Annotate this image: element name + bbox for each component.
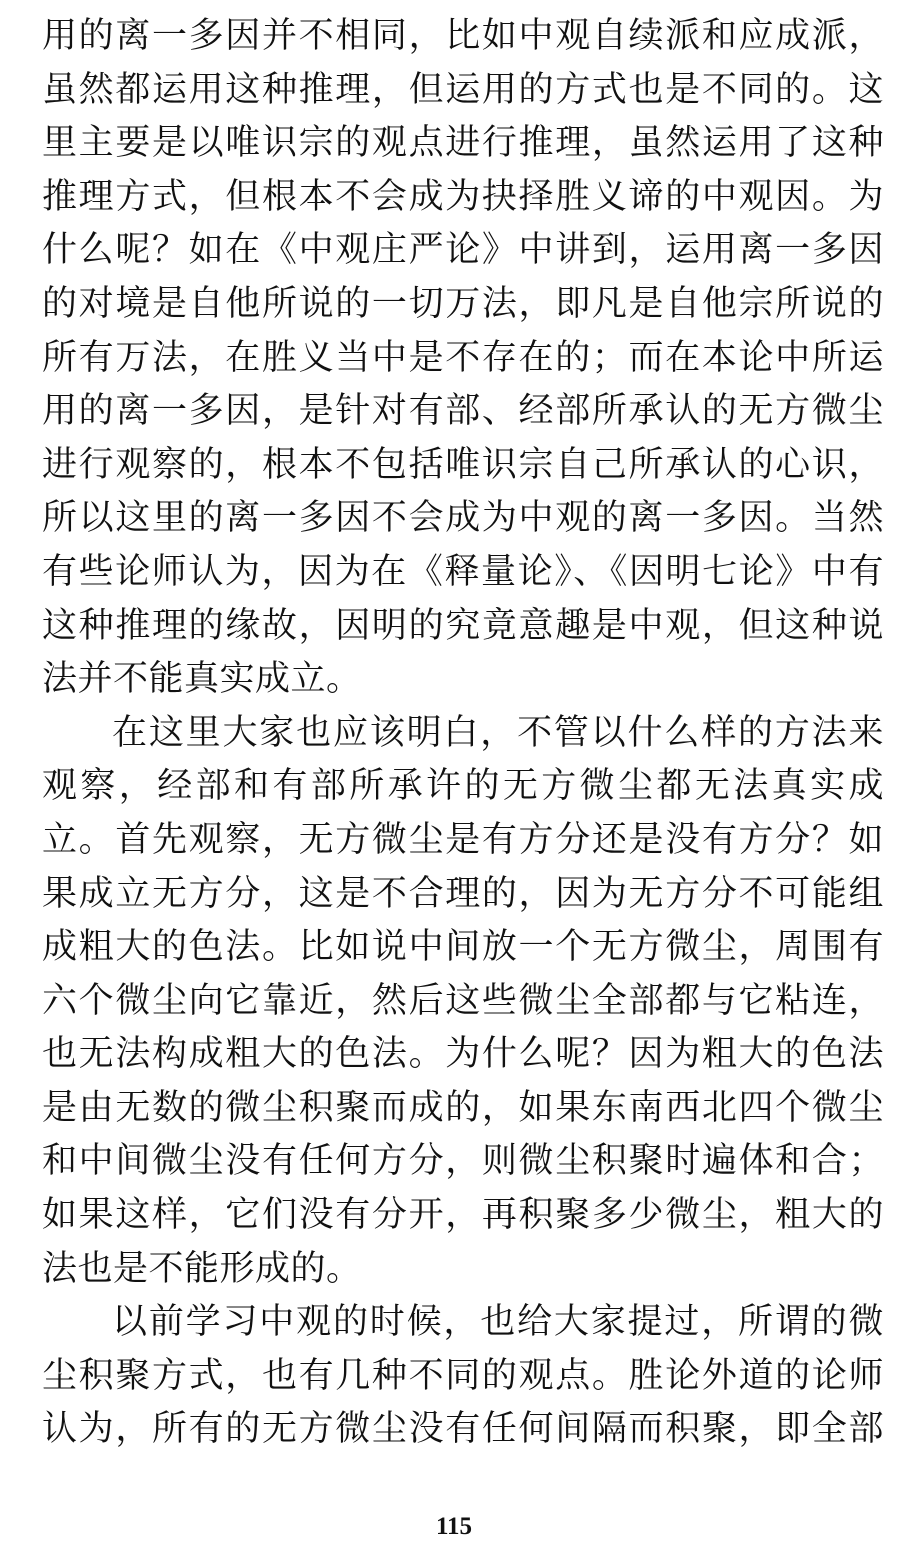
text-line: 也无法构成粗大的色法。为什么呢？因为粗大的色法 bbox=[42, 1034, 884, 1075]
text-line: 进行观察的，根本不包括唯识宗自己所承认的心识， bbox=[42, 444, 884, 485]
paragraph-1 bbox=[42, 10, 884, 707]
paragraph-2 bbox=[42, 707, 884, 1297]
text-line: 里主要是以唯识宗的观点进行推理，虽然运用了这种 bbox=[42, 123, 884, 164]
text-line: 有些论师认为，因为在《释量论》、《因明七论》中有 bbox=[42, 551, 884, 592]
body-text bbox=[42, 10, 884, 1457]
text-line: 推理方式，但根本不会成为抉择胜义谛的中观因。为 bbox=[42, 176, 884, 217]
page-number: 115 bbox=[435, 1513, 473, 1540]
text-line: 虽然都运用这种推理，但运用的方式也是不同的。这 bbox=[42, 69, 884, 110]
text-line: 用的离一多因并不相同，比如中观自续派和应成派， bbox=[42, 16, 884, 56]
paragraph-3 bbox=[42, 1296, 884, 1457]
text-line: 立。首先观察，无方微尘是有方分还是没有方分？如 bbox=[42, 819, 884, 860]
text-line: 法也是不能形成的。 bbox=[42, 1248, 362, 1289]
text-line: 成粗大的色法。比如说中间放一个无方微尘，周围有 bbox=[42, 927, 884, 968]
text-line: 所以这里的离一多因不会成为中观的离一多因。当然 bbox=[42, 498, 884, 539]
text-line: 尘积聚方式，也有几种不同的观点。胜论外道的论师 bbox=[42, 1355, 884, 1396]
text-line: 以前学习中观的时候，也给大家提过，所谓的微 bbox=[112, 1302, 884, 1343]
text-line: 认为，所有的无方微尘没有任何间隔而积聚，即全部 bbox=[42, 1409, 884, 1450]
text-line: 如果这样，它们没有分开，再积聚多少微尘，粗大的 bbox=[42, 1195, 884, 1236]
text-line: 所有万法，在胜义当中是不存在的；而在本论中所运 bbox=[42, 337, 884, 378]
text-line: 和中间微尘没有任何方分，则微尘积聚时遍体和合； bbox=[42, 1141, 884, 1182]
text-line: 在这里大家也应该明白，不管以什么样的方法来 bbox=[112, 712, 884, 753]
text-line: 观察，经部和有部所承许的无方微尘都无法真实成 bbox=[42, 766, 884, 807]
text-line: 这种推理的缘故，因明的究竟意趣是中观，但这种说 bbox=[42, 605, 884, 646]
text-line: 六个微尘向它靠近，然后这些微尘全部都与它粘连， bbox=[42, 980, 884, 1021]
text-line: 用的离一多因，是针对有部、经部所承认的无方微尘 bbox=[42, 391, 884, 432]
text-line: 法并不能真实成立。 bbox=[42, 659, 362, 700]
text-line: 的对境是自他所说的一切万法，即凡是自他宗所说的 bbox=[42, 283, 884, 324]
text-line: 是由无数的微尘积聚而成的，如果东南西北四个微尘 bbox=[42, 1087, 884, 1128]
text-line: 果成立无方分，这是不合理的，因为无方分不可能组 bbox=[42, 873, 884, 914]
text-line: 什么呢？如在《中观庄严论》中讲到，运用离一多因 bbox=[42, 230, 884, 271]
